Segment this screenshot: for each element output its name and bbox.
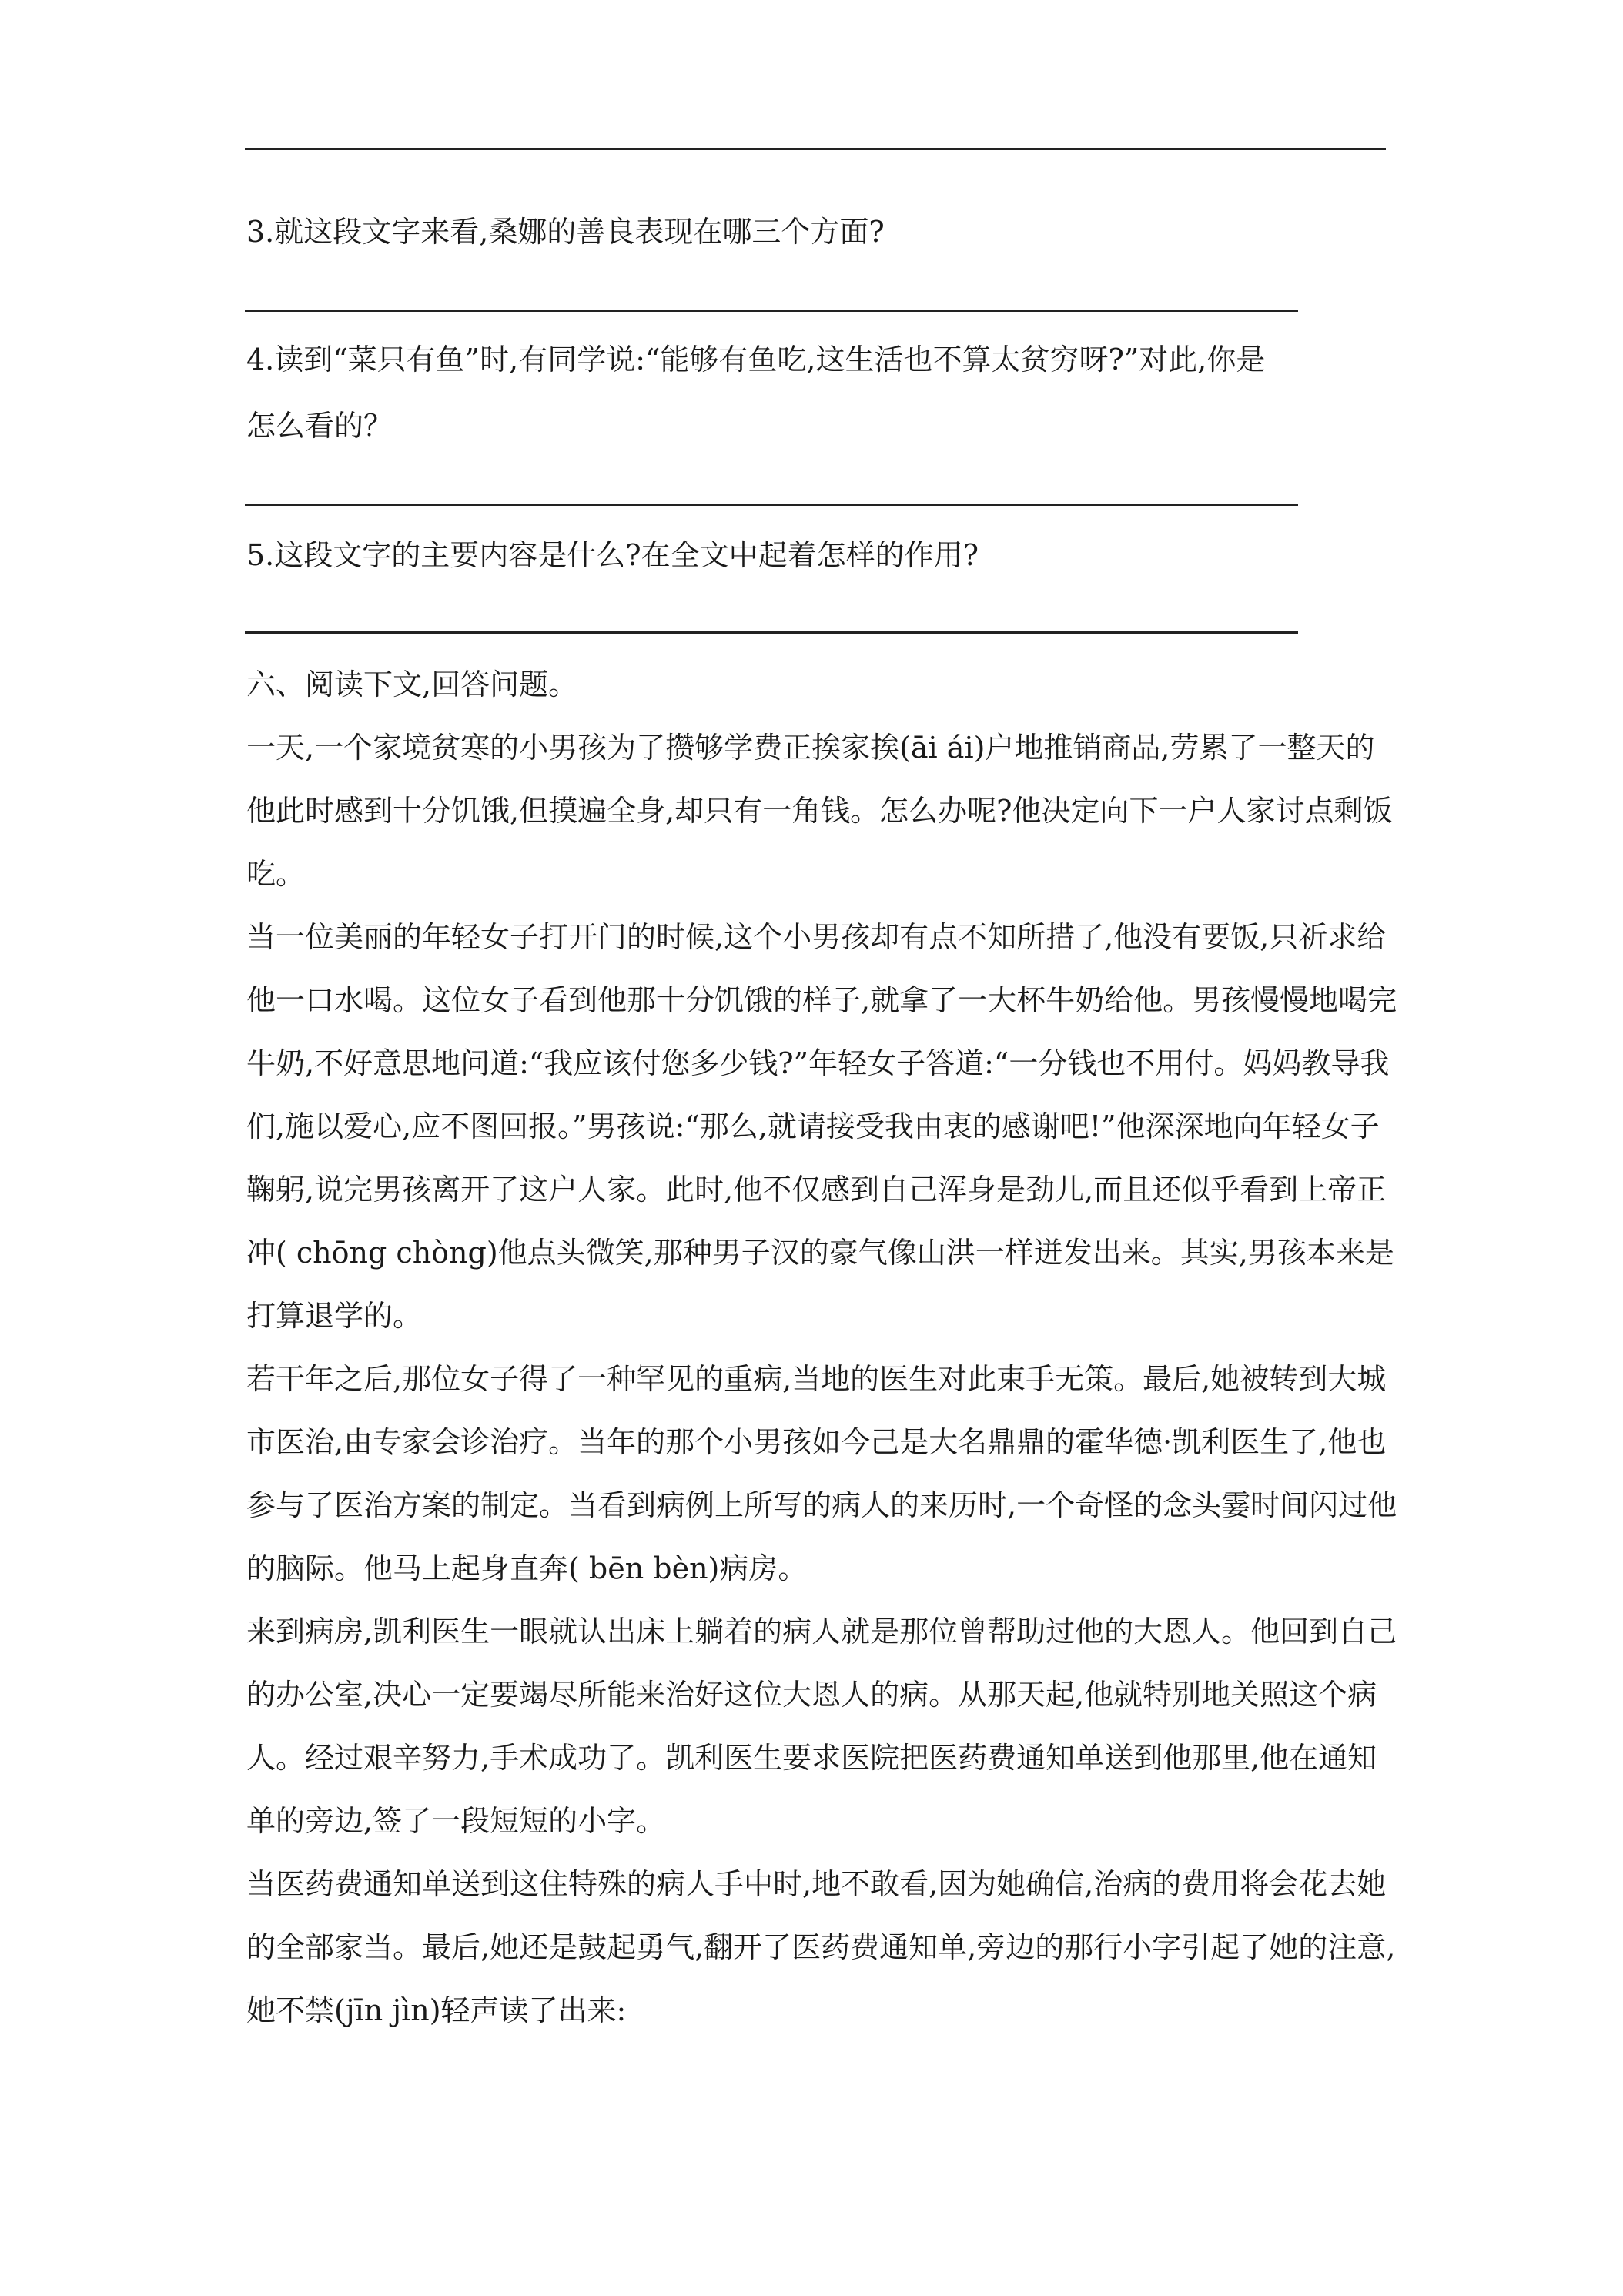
answer-line-previous xyxy=(245,148,1386,150)
passage-paragraph-5: 当医药费通知单送到这住特殊的病人手中时,地不敢看,因为她确信,治病的费用将会花去她的全部家当。最后,她还是鼓起勇气,翻开了医药费通知单,旁边的那行小字引起了她的注意,她不禁(jīn jìn)轻声读了出来: xyxy=(246,1867,1396,2027)
question-3: 3.就这段文字来看,桑娜的善良表现在哪三个方面? xyxy=(246,215,885,249)
question-4-line-2: 怎么看的？ xyxy=(246,409,393,443)
section-6-heading: 六、阅读下文,回答问题。 xyxy=(246,668,578,701)
passage-paragraph-4: 来到病房,凯利医生一眼就认出床上躺着的病人就是那位曾帮助过他的大恩人。他回到自己的办公室,决心一定要竭尽所能来治好这位大恩人的病。从那天起,他就特别地关照这个病人。经过艰辛努力,手术成功了。凯利医生要求医院把医药费通知单送到他那里,他在通知单的旁边,签了一段短短的小字。 xyxy=(246,1615,1397,1838)
question-5: 5.这段文字的主要内容是什么?在全文中起着怎样的作用? xyxy=(246,538,979,572)
answer-line-question-4 xyxy=(245,504,1298,506)
answer-line-question-3 xyxy=(245,310,1298,312)
passage-paragraph-2: 当一位美丽的年轻女子打开门的时候,这个小男孩却有点不知所措了,他没有要饭,只祈求给他一口水喝。这位女子看到他那十分饥饿的样子,就拿了一大杯牛奶给他。男孩慢慢地喝完牛奶,不好意思地问道:“我应该付您多少钱?”年轻女子答道:“一分钱也不用付。妈妈教导我们,施以爱心,应不图回报。”男孩说:“那么,就请接受我由衷的感谢吧!”他深深地向年轻女子鞠躬,说完男孩离开了这户人家。此时,他不仅感到自己浑身是劲儿,而且还似乎看到上帝正冲( chōng chòng)他点头微笑,那种男子汉的豪气像山洪一样迸发出来。其实,男孩本来是打算退学的。 xyxy=(246,920,1397,1333)
passage-paragraph-1: 一天,一个家境贫寒的小男孩为了攒够学费正挨家挨(āi ái)户地推销商品,劳累了一整天的他此时感到十分饥饿,但摸遍全身,却只有一角钱。怎么办呢?他决定向下一户人家讨点剩饭吃。 xyxy=(246,731,1393,891)
question-4-line-1: 4.读到“菜只有鱼”时,有同学说:“能够有鱼吃,这生活也不算太贫穷呀?”对此,你是 xyxy=(246,343,1266,377)
passage-paragraph-3: 若干年之后,那位女子得了一种罕见的重病,当地的医生对此束手无策。最后,她被转到大城市医治,由专家会诊治疗。当年的那个小男孩如今己是大名鼎鼎的霍华德·凯利医生了,他也参与了医治方案的制定。当看到病例上所写的病人的来历时,一个奇怪的念头霎时间闪过他的脑际。他马上起身直奔( bēn bèn)病房。 xyxy=(246,1362,1397,1585)
answer-line-question-5 xyxy=(245,631,1298,634)
reading-passage xyxy=(246,716,1401,2042)
